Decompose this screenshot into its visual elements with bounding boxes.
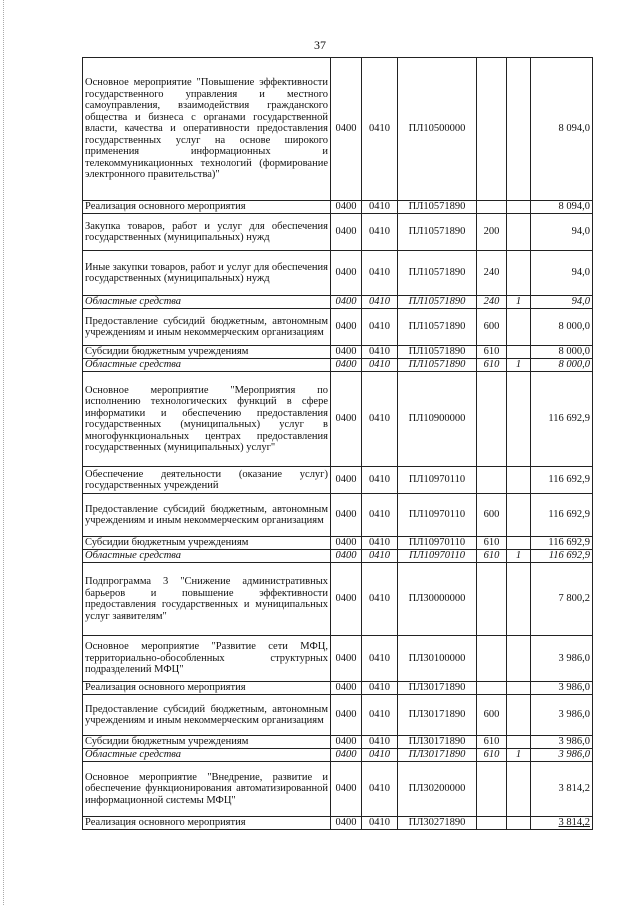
amount-cell: 94,0: [531, 296, 593, 309]
table-row: [83, 372, 593, 467]
table-row: [83, 736, 593, 749]
funding-source-cell: [507, 695, 531, 736]
section-code-cell: 0400: [331, 563, 362, 636]
table-body: [83, 58, 593, 830]
funding-source-cell: [507, 817, 531, 830]
table-row: [83, 762, 593, 817]
row-name-cell: Предоставление субсидий бюджетным, автономным учреждениям и иным некоммерческим организациям: [83, 309, 331, 346]
table-row: [83, 749, 593, 762]
funding-source-cell: [507, 762, 531, 817]
expense-type-cell: 610: [477, 736, 507, 749]
funding-source-cell: 1: [507, 749, 531, 762]
section-code-cell: 0400: [331, 359, 362, 372]
row-name-cell: Основное мероприятие "Мероприятия по исполнению технологических функций в сфере информатики и обеспечению предоставления государственных (муниципальных) услуг в многофункциональных центрах предоставления государственных (муниципальных) услуг": [83, 372, 331, 467]
subsection-code-cell: 0410: [362, 201, 398, 214]
amount-cell: 116 692,9: [531, 372, 593, 467]
row-name-cell: Субсидии бюджетным учреждениям: [83, 346, 331, 359]
row-name-cell: Основное мероприятие "Развитие сети МФЦ, территориально-обособленных структурных подразделений МФЦ": [83, 636, 331, 682]
section-code-cell: 0400: [331, 682, 362, 695]
target-article-cell: ПЛ30271890: [398, 817, 477, 830]
row-name-cell: Закупка товаров, работ и услуг для обеспечения государственных (муниципальных) нужд: [83, 214, 331, 251]
subsection-code-cell: 0410: [362, 817, 398, 830]
section-code-cell: 0400: [331, 749, 362, 762]
amount-cell: 116 692,9: [531, 494, 593, 537]
row-name-cell: Областные средства: [83, 359, 331, 372]
table-row: [83, 636, 593, 682]
table-row: [83, 359, 593, 372]
funding-source-cell: [507, 309, 531, 346]
expense-type-cell: 200: [477, 214, 507, 251]
target-article-cell: ПЛ10571890: [398, 296, 477, 309]
table-row: [83, 682, 593, 695]
amount-cell: 116 692,9: [531, 537, 593, 550]
expense-type-cell: 610: [477, 550, 507, 563]
target-article-cell: ПЛ10970110: [398, 550, 477, 563]
funding-source-cell: [507, 494, 531, 537]
expense-type-cell: 240: [477, 296, 507, 309]
target-article-cell: ПЛ10970110: [398, 537, 477, 550]
section-code-cell: 0400: [331, 309, 362, 346]
funding-source-cell: [507, 736, 531, 749]
table-row: [83, 309, 593, 346]
amount-cell: 94,0: [531, 214, 593, 251]
target-article-cell: ПЛ30000000: [398, 563, 477, 636]
row-name-cell: Реализация основного мероприятия: [83, 201, 331, 214]
row-name-cell: Областные средства: [83, 749, 331, 762]
amount-cell: 3 986,0: [531, 736, 593, 749]
target-article-cell: ПЛ10500000: [398, 58, 477, 201]
expense-type-cell: [477, 58, 507, 201]
budget-table: [82, 57, 593, 830]
table-row: [83, 563, 593, 636]
section-code-cell: 0400: [331, 201, 362, 214]
funding-source-cell: [507, 251, 531, 296]
expense-type-cell: [477, 817, 507, 830]
subsection-code-cell: 0410: [362, 467, 398, 494]
amount-cell: 3 986,0: [531, 636, 593, 682]
funding-source-cell: 1: [507, 359, 531, 372]
section-code-cell: 0400: [331, 346, 362, 359]
subsection-code-cell: 0410: [362, 346, 398, 359]
section-code-cell: 0400: [331, 736, 362, 749]
section-code-cell: 0400: [331, 214, 362, 251]
table-row: [83, 467, 593, 494]
target-article-cell: ПЛ30171890: [398, 695, 477, 736]
subsection-code-cell: 0410: [362, 296, 398, 309]
expense-type-cell: 610: [477, 537, 507, 550]
table-row: [83, 346, 593, 359]
amount-cell: 8 000,0: [531, 309, 593, 346]
section-code-cell: 0400: [331, 537, 362, 550]
row-name-cell: Обеспечение деятельности (оказание услуг) государственных учреждений: [83, 467, 331, 494]
expense-type-cell: 610: [477, 359, 507, 372]
expense-type-cell: 600: [477, 494, 507, 537]
table-row: [83, 201, 593, 214]
expense-type-cell: 600: [477, 695, 507, 736]
table-row: [83, 817, 593, 830]
section-code-cell: 0400: [331, 636, 362, 682]
row-name-cell: Предоставление субсидий бюджетным, автономным учреждениям и иным некоммерческим организациям: [83, 695, 331, 736]
subsection-code-cell: 0410: [362, 695, 398, 736]
target-article-cell: ПЛ30200000: [398, 762, 477, 817]
subsection-code-cell: 0410: [362, 58, 398, 201]
subsection-code-cell: 0410: [362, 550, 398, 563]
subsection-code-cell: 0410: [362, 762, 398, 817]
subsection-code-cell: 0410: [362, 359, 398, 372]
amount-cell: 8 000,0: [531, 359, 593, 372]
target-article-cell: ПЛ10571890: [398, 201, 477, 214]
expense-type-cell: 600: [477, 309, 507, 346]
table-row: [83, 550, 593, 563]
funding-source-cell: [507, 372, 531, 467]
page-number: 37: [314, 38, 326, 52]
target-article-cell: ПЛ10571890: [398, 309, 477, 346]
section-code-cell: 0400: [331, 251, 362, 296]
target-article-cell: ПЛ10571890: [398, 251, 477, 296]
amount-cell: 3 814,2: [531, 762, 593, 817]
section-code-cell: 0400: [331, 58, 362, 201]
expense-type-cell: [477, 636, 507, 682]
table-row: [83, 58, 593, 201]
row-name-cell: Областные средства: [83, 296, 331, 309]
amount-cell: 94,0: [531, 251, 593, 296]
expense-type-cell: 610: [477, 749, 507, 762]
funding-source-cell: [507, 636, 531, 682]
amount-cell: 3 986,0: [531, 749, 593, 762]
funding-source-cell: [507, 214, 531, 251]
amount-cell: 8 094,0: [531, 58, 593, 201]
expense-type-cell: [477, 201, 507, 214]
row-name-cell: Основное мероприятие "Повышение эффективности государственного управления и местного самоуправления, взаимодействия гражданского общества и бизнеса с органами государственной власти, качества и оперативности предоставления государственных услуг на основе широкого применения информационных и телекоммуникационных технологий (формирование электронного правительства)": [83, 58, 331, 201]
row-name-cell: Областные средства: [83, 550, 331, 563]
section-code-cell: 0400: [331, 372, 362, 467]
subsection-code-cell: 0410: [362, 537, 398, 550]
amount-cell: 7 800,2: [531, 563, 593, 636]
table-row: [83, 494, 593, 537]
amount-cell: 116 692,9: [531, 467, 593, 494]
target-article-cell: ПЛ10970110: [398, 467, 477, 494]
target-article-cell: ПЛ10900000: [398, 372, 477, 467]
row-name-cell: Подпрограмма 3 "Снижение административных барьеров и повышение эффективности предоставления государственных и муниципальных услуг заявителям": [83, 563, 331, 636]
table-row: [83, 296, 593, 309]
section-code-cell: 0400: [331, 467, 362, 494]
expense-type-cell: 240: [477, 251, 507, 296]
funding-source-cell: [507, 58, 531, 201]
target-article-cell: ПЛ10571890: [398, 359, 477, 372]
funding-source-cell: [507, 467, 531, 494]
subsection-code-cell: 0410: [362, 214, 398, 251]
section-code-cell: 0400: [331, 494, 362, 537]
amount-cell: 8 000,0: [531, 346, 593, 359]
funding-source-cell: [507, 346, 531, 359]
target-article-cell: ПЛ10970110: [398, 494, 477, 537]
target-article-cell: ПЛ30171890: [398, 682, 477, 695]
row-name-cell: Предоставление субсидий бюджетным, автономным учреждениям и иным некоммерческим организациям: [83, 494, 331, 537]
expense-type-cell: [477, 762, 507, 817]
subsection-code-cell: 0410: [362, 309, 398, 346]
row-name-cell: Реализация основного мероприятия: [83, 817, 331, 830]
amount-cell: 116 692,9: [531, 550, 593, 563]
table-row: [83, 537, 593, 550]
table-row: [83, 695, 593, 736]
subsection-code-cell: 0410: [362, 372, 398, 467]
binding-margin-line: [3, 0, 4, 905]
table-row: [83, 251, 593, 296]
funding-source-cell: 1: [507, 550, 531, 563]
section-code-cell: 0400: [331, 817, 362, 830]
target-article-cell: ПЛ30171890: [398, 749, 477, 762]
section-code-cell: 0400: [331, 695, 362, 736]
row-name-cell: Субсидии бюджетным учреждениям: [83, 736, 331, 749]
funding-source-cell: [507, 537, 531, 550]
funding-source-cell: [507, 563, 531, 636]
subsection-code-cell: 0410: [362, 494, 398, 537]
amount-cell: 3 986,0: [531, 682, 593, 695]
table-row: [83, 214, 593, 251]
row-name-cell: Субсидии бюджетным учреждениям: [83, 537, 331, 550]
expense-type-cell: 610: [477, 346, 507, 359]
expense-type-cell: [477, 563, 507, 636]
target-article-cell: ПЛ30100000: [398, 636, 477, 682]
section-code-cell: 0400: [331, 296, 362, 309]
expense-type-cell: [477, 372, 507, 467]
amount-cell: 8 094,0: [531, 201, 593, 214]
expense-type-cell: [477, 467, 507, 494]
amount-cell: 3 986,0: [531, 695, 593, 736]
subsection-code-cell: 0410: [362, 563, 398, 636]
funding-source-cell: [507, 201, 531, 214]
section-code-cell: 0400: [331, 762, 362, 817]
row-name-cell: Основное мероприятие "Внедрение, развитие и обеспечение функционирования автоматизированной информационной системы МФЦ": [83, 762, 331, 817]
expense-type-cell: [477, 682, 507, 695]
target-article-cell: ПЛ10571890: [398, 346, 477, 359]
target-article-cell: ПЛ30171890: [398, 736, 477, 749]
row-name-cell: Иные закупки товаров, работ и услуг для обеспечения государственных (муниципальных) нужд: [83, 251, 331, 296]
subsection-code-cell: 0410: [362, 736, 398, 749]
subsection-code-cell: 0410: [362, 749, 398, 762]
funding-source-cell: 1: [507, 296, 531, 309]
row-name-cell: Реализация основного мероприятия: [83, 682, 331, 695]
subsection-code-cell: 0410: [362, 636, 398, 682]
subsection-code-cell: 0410: [362, 251, 398, 296]
subsection-code-cell: 0410: [362, 682, 398, 695]
amount-cell: 3 814,2: [531, 817, 593, 830]
section-code-cell: 0400: [331, 550, 362, 563]
funding-source-cell: [507, 682, 531, 695]
target-article-cell: ПЛ10571890: [398, 214, 477, 251]
